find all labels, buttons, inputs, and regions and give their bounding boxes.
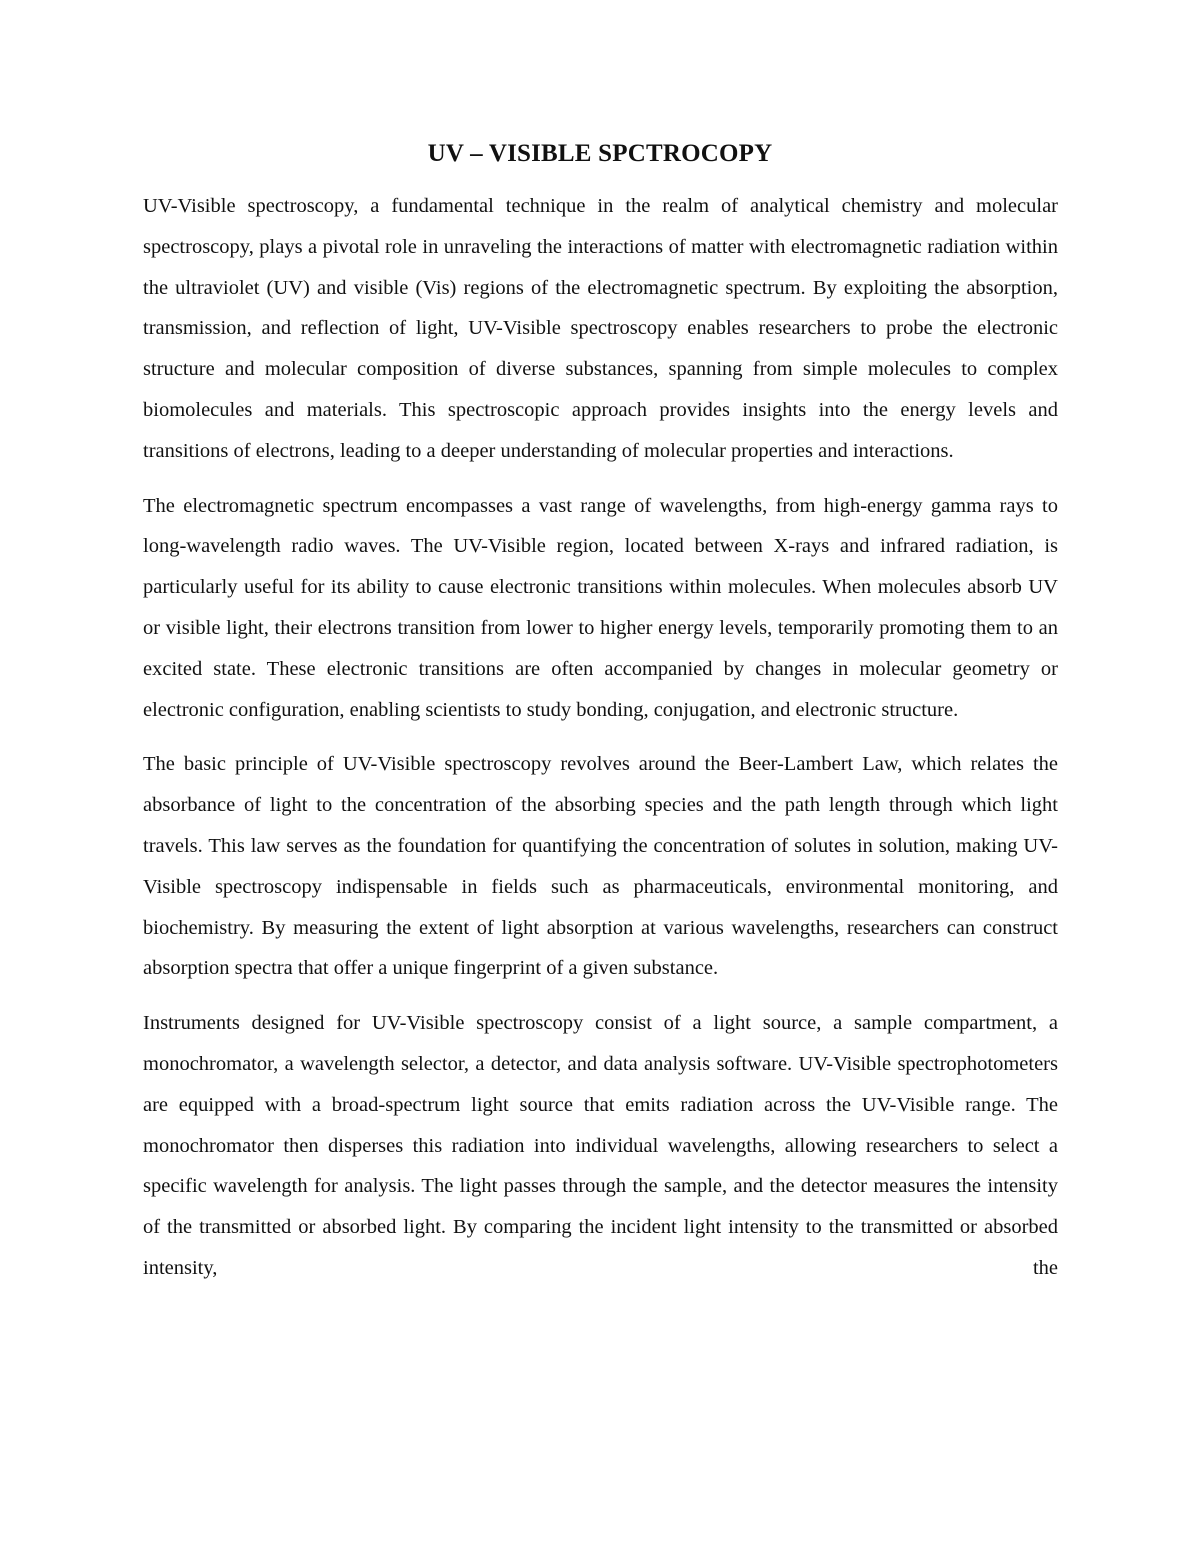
paragraph-electromagnetic-spectrum: The electromagnetic spectrum encompasses a vast range of wavelengths, from high-energy gamma rays to long-wavelength radio waves. The UV-Visible region, located between X-rays and infrared radiation, is particularly useful for its ability to cause electronic transitions within molecules. When molecules absorb UV or visible light, their electrons transition from lower to higher energy levels, temporarily promoting them to an excited state. These electronic transitions are often accompanied by changes in molecular geometry or electronic configuration, enabling scientists to study bonding, conjugation, and electronic structure. [143,494,1058,721]
paragraph-beer-lambert-law: The basic principle of UV-Visible spectroscopy revolves around the Beer-Lambert Law, which relates the absorbance of light to the concentration of the absorbing species and the path length through which light travels. This law serves as the foundation for quantifying the concentration of solutes in solution, making UV-Visible spectroscopy indispensable in fields such as pharmaceuticals, environmental monitoring, and biochemistry. By measuring the extent of light absorption at various wavelengths, researchers can construct absorption spectra that offer a unique fingerprint of a given substance. [143,753,1058,980]
paragraph-instruments: Instruments designed for UV-Visible spectroscopy consist of a light source, a sample compartment, a monochromator, a wavelength selector, a detector, and data analysis software. UV-Visible spectrophotometers are equipped with a broad-spectrum light source that emits radiation across the UV-Visible range. The monochromator then disperses this radiation into individual wavelengths, allowing researchers to select a specific wavelength for analysis. The light passes through the sample, and the detector measures the intensity of the transmitted or absorbed light. By comparing the incident light intensity to the transmitted or absorbed intensity, the [143,1012,1058,1279]
document-title: UV – VISIBLE SPCTROCOPY [427,140,773,167]
document-body [143,186,1058,1303]
paragraph-intro: UV-Visible spectroscopy, a fundamental technique in the realm of analytical chemistry and molecular spectroscopy, plays a pivotal role in unraveling the interactions of matter with electromagnetic radiation within the ultraviolet (UV) and visible (Vis) regions of the electromagnetic spectrum. By exploiting the absorption, transmission, and reflection of light, UV-Visible spectroscopy enables researchers to probe the electronic structure and molecular composition of diverse substances, spanning from simple molecules to complex biomolecules and materials. This spectroscopic approach provides insights into the energy levels and transitions of electrons, leading to a deeper understanding of molecular properties and interactions. [143,195,1058,462]
